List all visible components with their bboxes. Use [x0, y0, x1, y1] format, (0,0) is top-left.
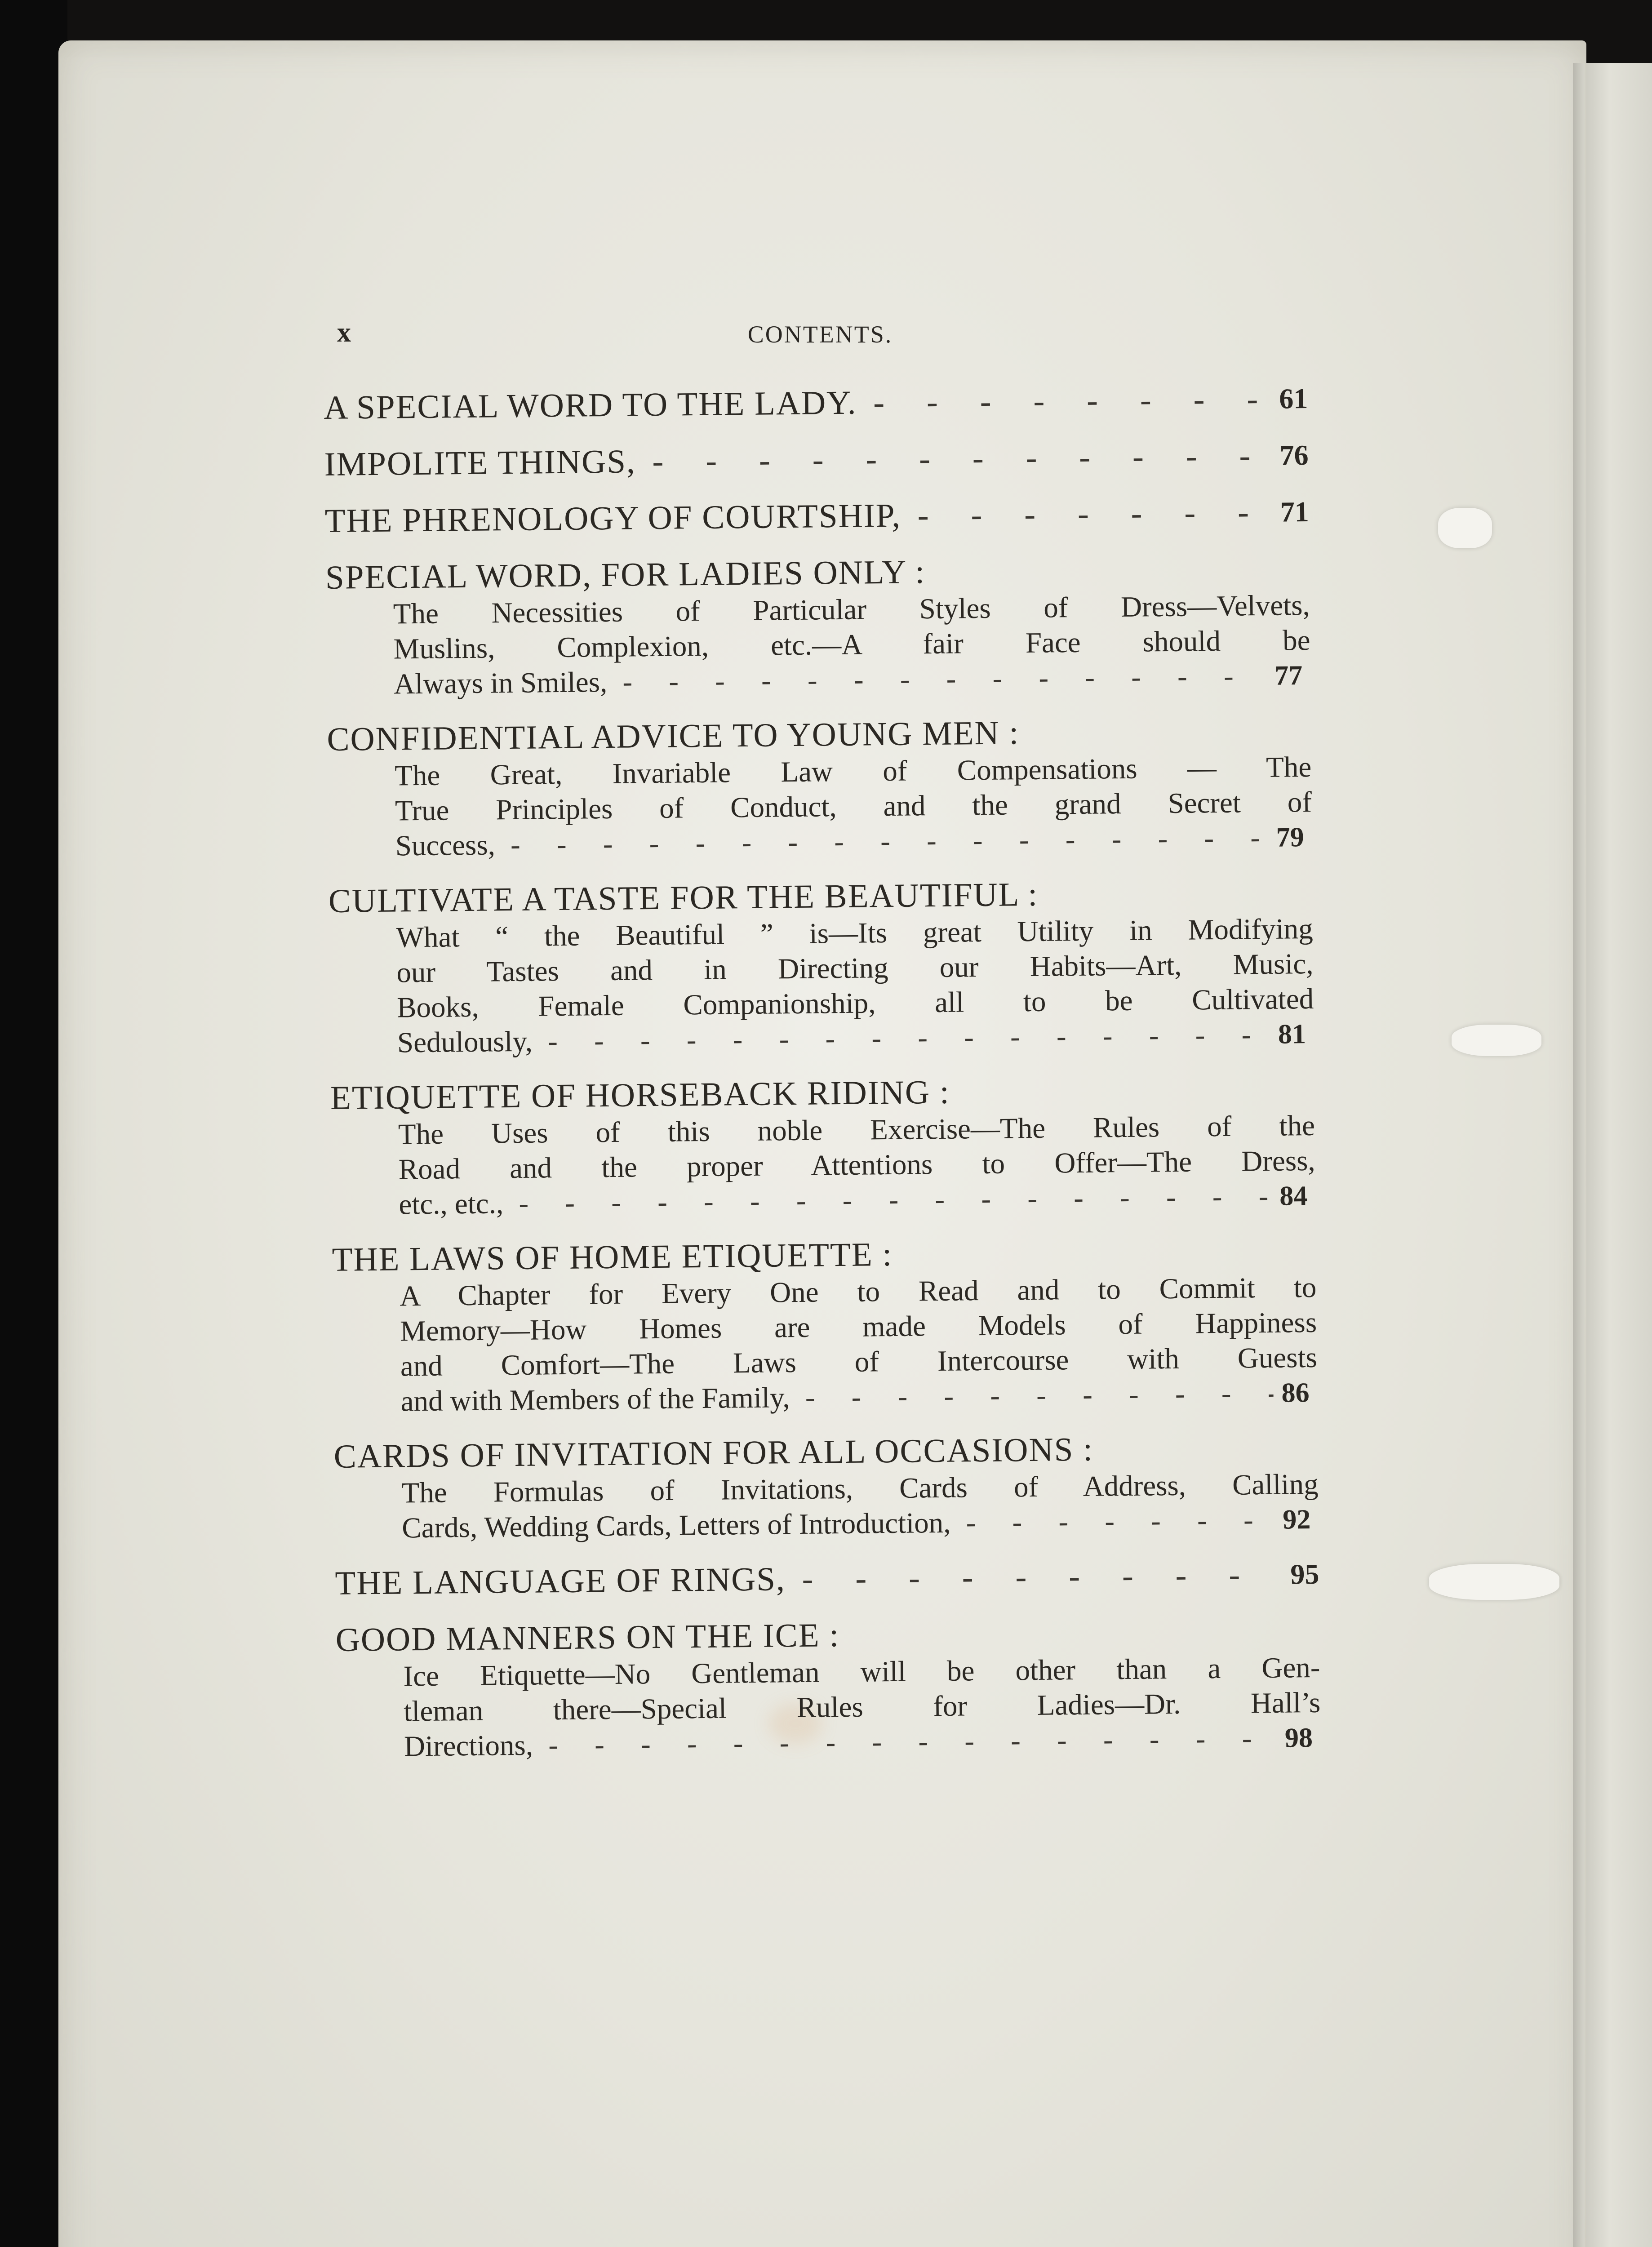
toc-entry-description: [393, 588, 1310, 702]
toc-page-number: 86: [1281, 1377, 1310, 1408]
toc-entry-title: THE LANGUAGE OF RINGS,: [335, 1560, 786, 1602]
description-line: The Uses of this noble Exercise—The Rules of the: [398, 1109, 1315, 1151]
toc-entry-title: IMPOLITE THINGS,: [324, 443, 636, 483]
description-line: Sedulously,: [397, 1025, 533, 1059]
dot-leader: [615, 658, 1267, 700]
toc-entry: [327, 711, 1312, 864]
toc-heading-line: [324, 493, 1309, 541]
toc-entry-title: THE PHRENOLOGY OF COURTSHIP,: [324, 497, 901, 540]
toc-page-number: 77: [1274, 660, 1303, 691]
toc-entry: [330, 1070, 1316, 1223]
toc-heading-line: [324, 436, 1309, 484]
toc-entry-description: [400, 1270, 1318, 1419]
paper-tear: [1438, 508, 1492, 548]
running-head: CONTENTS.: [747, 321, 893, 348]
toc-entry: [324, 493, 1309, 541]
toc-entry: [335, 1612, 1321, 1765]
toc-entry-description: [398, 1108, 1316, 1222]
toc-entry: [332, 1231, 1318, 1420]
toc-page-number: 81: [1278, 1019, 1306, 1050]
toc-entry-title: CARDS OF INVITATION FOR ALL OCCASIONS :: [333, 1430, 1094, 1475]
toc-entry-description: [401, 1467, 1319, 1546]
toc-entry-description: [403, 1650, 1321, 1764]
description-line: What “ the Beautiful ” is—Its great Utility in Modifying: [396, 912, 1313, 954]
toc-page-number: 98: [1284, 1723, 1313, 1754]
dot-leader: [909, 493, 1266, 535]
dot-leader: [644, 436, 1265, 481]
toc-heading-line: [335, 1555, 1319, 1603]
description-line: The Necessities of Particular Styles of Dress—Velvets,: [393, 589, 1310, 631]
description-line: Cards, Wedding Cards, Letters of Introduction,: [402, 1506, 951, 1545]
facing-page-edge: [1582, 63, 1652, 2247]
toc-entry: [324, 436, 1309, 484]
description-line: A Chapter for Every One to Read and to Commit to: [400, 1271, 1317, 1313]
toc-page-number: 79: [1276, 822, 1305, 853]
dot-leader: [541, 1721, 1277, 1763]
dot-leader: [865, 380, 1264, 422]
description-line: Always in Smiles,: [393, 666, 608, 701]
background-edge: [0, 0, 67, 2247]
toc-page-number: 71: [1280, 495, 1310, 528]
description-line: our Tastes and in Directing our Habits—Art, Music,: [396, 947, 1314, 989]
dot-leader: [793, 1555, 1275, 1599]
description-line: Directions,: [404, 1729, 533, 1763]
description-line: tleman there—Special Rules for Ladies—Dr. Hall’s: [403, 1686, 1321, 1728]
toc-page-number: 95: [1290, 1558, 1319, 1590]
toc-entry-title: ETIQUETTE OF HORSEBACK RIDING :: [330, 1073, 950, 1117]
description-line: etc., etc.,: [399, 1187, 504, 1221]
dot-leader: [541, 1017, 1270, 1059]
description-line: Books, Female Companionship, all to be Cultivated: [396, 982, 1314, 1024]
toc-page-number: 61: [1279, 382, 1308, 415]
toc-entry: [329, 873, 1314, 1061]
description-line: Success,: [395, 829, 496, 862]
description-line: Muslins, Complexion, etc.—A fair Face should be: [393, 624, 1310, 666]
paper-tear: [1429, 1564, 1559, 1600]
toc-entry-title: SPECIAL WORD, FOR LADIES ONLY :: [325, 553, 926, 596]
toc-entry-title: GOOD MANNERS ON THE ICE :: [335, 1616, 840, 1659]
toc-entry: [333, 1428, 1319, 1546]
description-line: The Formulas of Invitations, Cards of Address, Calling: [401, 1468, 1319, 1510]
dot-leader: [503, 820, 1268, 862]
description-line: and with Members of the Family,: [400, 1381, 790, 1418]
description-line: Memory—How Homes are made Models of Happiness: [400, 1306, 1317, 1348]
toc-entry: [335, 1555, 1319, 1603]
page-header: [337, 317, 1303, 348]
toc-entry-title: CONFIDENTIAL ADVICE TO YOUNG MEN :: [327, 714, 1020, 758]
dot-leader: [959, 1502, 1275, 1541]
table-of-contents: [324, 379, 1321, 1783]
description-line: True Principles of Conduct, and the grand Secret of: [395, 786, 1312, 827]
toc-entry-title: A SPECIAL WORD TO THE LADY.: [324, 384, 857, 426]
toc-page-number: 76: [1279, 439, 1309, 471]
toc-page-number: 84: [1279, 1181, 1308, 1212]
toc-page-number: 92: [1282, 1504, 1311, 1535]
toc-entry-description: [395, 750, 1312, 864]
dot-leader: [511, 1179, 1272, 1221]
toc-entry: [325, 549, 1311, 702]
dot-leader: [798, 1376, 1274, 1415]
description-line: and Comfort—The Laws of Intercourse with Guests: [400, 1341, 1318, 1383]
toc-entry-title: THE LAWS OF HOME ETIQUETTE :: [332, 1235, 893, 1279]
toc-entry-description: [396, 911, 1314, 1061]
toc-entry-title: CULTIVATE A TASTE FOR THE BEAUTIFUL :: [328, 875, 1039, 920]
description-line: Ice Etiquette—No Gentleman will be other than a Gen-: [403, 1651, 1320, 1693]
book-spine: [1573, 63, 1585, 2247]
description-line: Road and the proper Attentions to Offer—The Dress,: [398, 1144, 1315, 1186]
page-number-folio: x: [337, 317, 351, 348]
description-line: The Great, Invariable Law of Compensations — The: [394, 750, 1312, 792]
paper-tear: [1452, 1025, 1541, 1056]
